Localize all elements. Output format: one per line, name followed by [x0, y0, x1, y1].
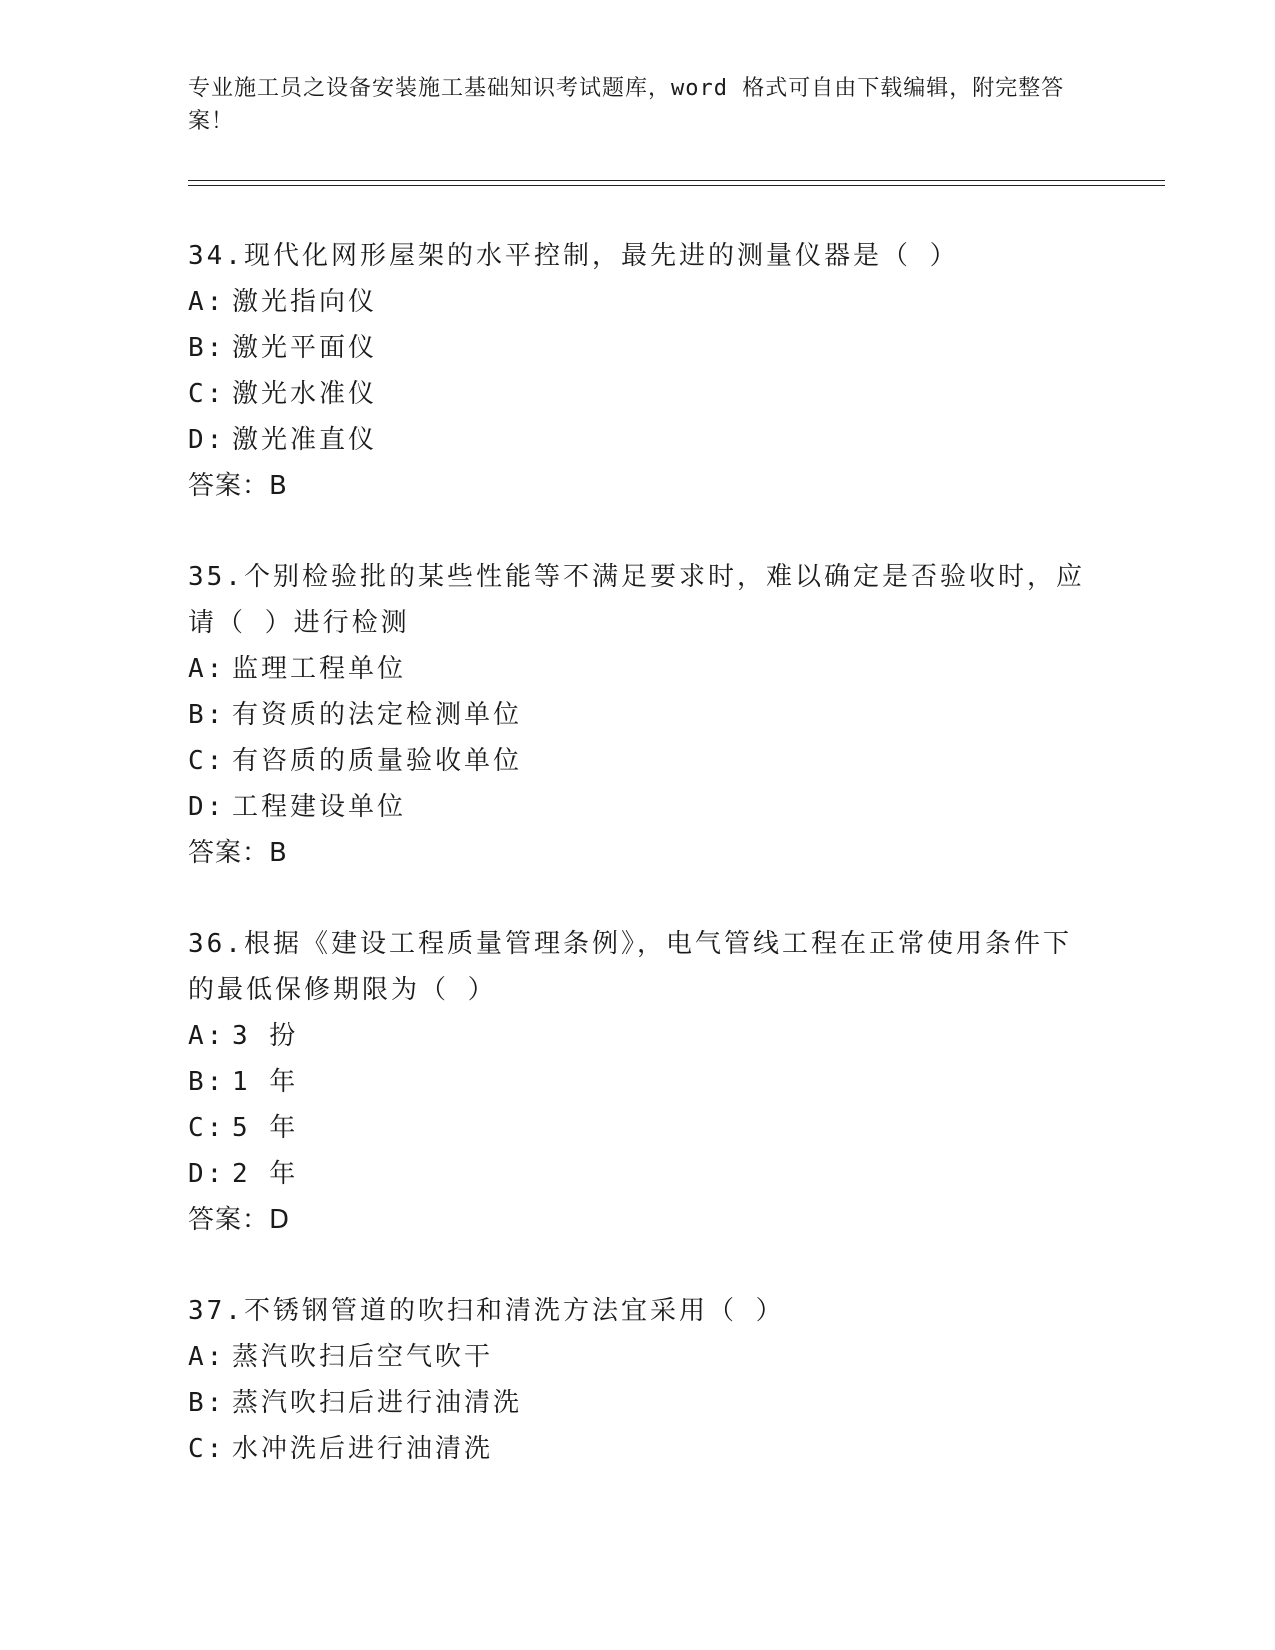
option-a — [188, 646, 1088, 692]
option-text: 监理工程单位 — [232, 654, 407, 684]
question-stem: 37.不锈钢管道的吹扫和清洗方法宜采用（ ） — [188, 1296, 785, 1326]
header-divider-secondary — [188, 185, 1165, 186]
option-letter: C: — [188, 1113, 226, 1143]
option-letter: C: — [188, 379, 226, 409]
option-b — [188, 1380, 1088, 1426]
option-a — [188, 279, 1088, 325]
option-d — [188, 1151, 1088, 1197]
question-37 — [188, 1288, 1088, 1472]
option-letter: A: — [188, 287, 226, 317]
option-d — [188, 784, 1088, 830]
answer-line: 答案：D — [188, 1205, 291, 1235]
option-d — [188, 417, 1088, 463]
option-text: 工程建设单位 — [232, 792, 407, 822]
answer-line: 答案：B — [188, 838, 288, 868]
question-stem: 34.现代化网形屋架的水平控制，最先进的测量仪器是（ ） — [188, 241, 959, 271]
header-divider — [188, 180, 1165, 181]
option-c — [188, 738, 1088, 784]
option-text: 激光水准仪 — [232, 379, 378, 409]
option-c — [188, 1426, 1088, 1472]
question-list — [188, 233, 1088, 1517]
option-letter: C: — [188, 1434, 226, 1464]
option-a — [188, 1013, 1088, 1059]
document-header: 专业施工员之设备安装施工基础知识考试题库，word 格式可自由下载编辑，附完整答案！ — [188, 76, 1065, 134]
option-text: 激光平面仪 — [232, 333, 378, 363]
option-letter: B: — [188, 700, 226, 730]
option-text: 5 年 — [232, 1113, 299, 1143]
option-letter: A: — [188, 654, 226, 684]
question-stem: 35.个别检验批的某些性能等不满足要求时，难以确定是否验收时，应请（ ）进行检测 — [188, 562, 1085, 638]
question-34 — [188, 233, 1088, 509]
option-text: 激光指向仪 — [232, 287, 378, 317]
option-letter: A: — [188, 1342, 226, 1372]
option-text: 1 年 — [232, 1067, 299, 1097]
option-b — [188, 1059, 1088, 1105]
option-letter: B: — [188, 1067, 226, 1097]
option-letter: B: — [188, 333, 226, 363]
option-text: 蒸汽吹扫后进行油清洗 — [232, 1388, 523, 1418]
option-b — [188, 692, 1088, 738]
option-c — [188, 1105, 1088, 1151]
option-text: 有咨质的质量验收单位 — [232, 746, 523, 776]
option-text: 蒸汽吹扫后空气吹干 — [232, 1342, 494, 1372]
option-b — [188, 325, 1088, 371]
question-36 — [188, 921, 1088, 1243]
option-text: 有资质的法定检测单位 — [232, 700, 523, 730]
option-c — [188, 371, 1088, 417]
option-text: 激光准直仪 — [232, 425, 378, 455]
option-text: 3 扮 — [232, 1021, 299, 1051]
question-35 — [188, 554, 1088, 876]
option-letter: C: — [188, 746, 226, 776]
option-text: 2 年 — [232, 1159, 299, 1189]
question-stem: 36.根据《建设工程质量管理条例》，电气管线工程在正常使用条件下的最低保修期限为（ ） — [188, 929, 1072, 1005]
option-letter: D: — [188, 792, 226, 822]
option-letter: D: — [188, 1159, 226, 1189]
option-letter: A: — [188, 1021, 226, 1051]
option-letter: B: — [188, 1388, 226, 1418]
option-letter: D: — [188, 425, 226, 455]
answer-line: 答案：B — [188, 471, 288, 501]
option-a — [188, 1334, 1088, 1380]
option-text: 水冲洗后进行油清洗 — [232, 1434, 494, 1464]
